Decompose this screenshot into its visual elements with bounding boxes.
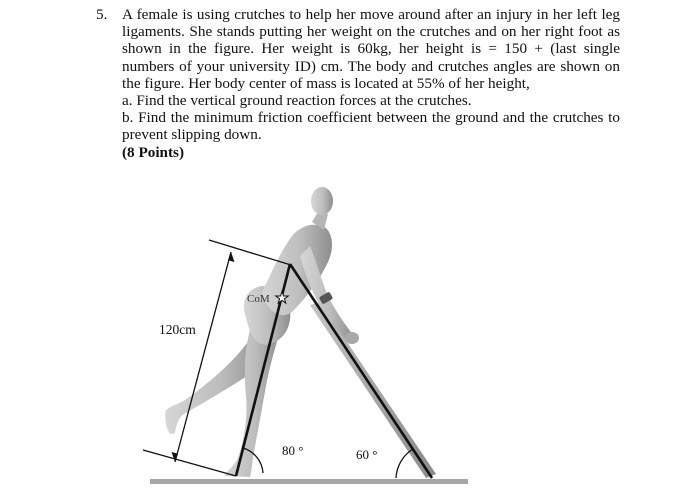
dimension-line-120cm	[172, 252, 235, 462]
upper-extension-line	[209, 240, 291, 265]
body-angle-label: 80 °	[282, 443, 304, 458]
head	[311, 187, 333, 215]
crutch-angle-label: 60 °	[356, 447, 378, 462]
question-text: A female is using crutches to help her move around after an injury in her left leg ligaments. She stands putting her weight on the crutches and on her right foot as shown in the figure. Her weight is 60kg, her height is = 150 + (last single numbers of your university ID) cm. The body and crutches angles are shown on the figure. Her body center of mass is located at 55% of her height,	[122, 6, 620, 92]
lower-extension-line	[143, 450, 236, 476]
crutch-line	[290, 264, 432, 478]
ground-line	[150, 479, 468, 484]
hand	[345, 332, 359, 344]
question-part-b: b. Find the minimum friction coefficient between the ground and the crutches to prevent slipping down.	[122, 109, 620, 144]
question-points: (8 Points)	[122, 143, 185, 161]
length-label: 120cm	[159, 322, 196, 337]
question-number: 5.	[96, 6, 108, 23]
com-label: CoM	[247, 293, 270, 305]
front-leg	[224, 330, 280, 477]
question-part-a: a. Find the vertical ground reaction forces at the crutches.	[122, 92, 472, 110]
